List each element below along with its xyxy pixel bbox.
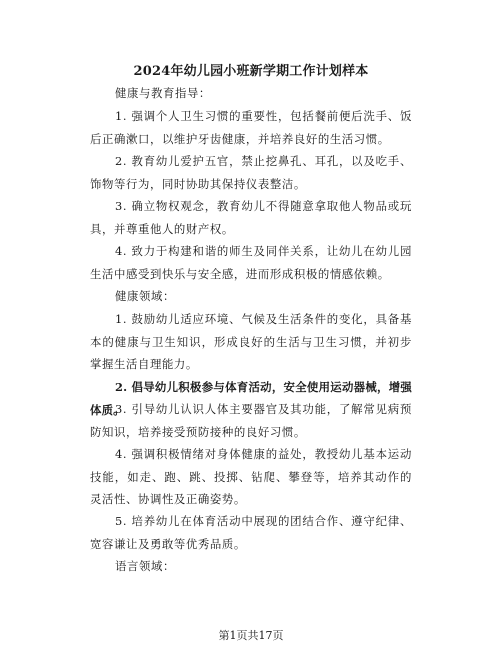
paragraph-item-bold: 2. 倡导幼儿积极参与体育活动，安全使用运动器械，增强体质。 [90, 380, 412, 417]
paragraph-item: 3. 确立物权观念，教育幼儿不得随意拿取他人物品或玩具，并尊重他人的财产权。 [90, 199, 412, 236]
section-heading-health-guidance: 健康与教育指导： [115, 86, 211, 100]
document-title: 2024年幼儿园小班新学期工作计划样本 [133, 64, 369, 79]
page-number-footer: 第1页共17页 [218, 629, 284, 642]
paragraph-item: 1. 强调个人卫生习惯的重要性，包括餐前便后洗手、饭后正确漱口，以维护牙齿健康，并培养良好的生活习惯。 [90, 109, 412, 146]
paragraph-item: 1. 鼓励幼儿适应环境、气候及生活条件的变化，具备基本的健康与卫生知识，形成良好的生活与卫生习惯，并初步掌握生活自理能力。 [90, 312, 412, 371]
paragraph-item: 4. 强调积极情绪对身体健康的益处，教授幼儿基本运动技能，如走、跑、跳、投掷、钻爬、攀登等，培养其动作的灵活性、协调性及正确姿势。 [90, 447, 412, 506]
paragraph-item: 5. 培养幼儿在体育活动中展现的团结合作、遵守纪律、宽容谦让及勇敢等优秀品质。 [90, 514, 412, 551]
section-heading-health-domain: 健康领域： [115, 289, 175, 303]
paragraph-item: 3. 引导幼儿认识人体主要器官及其功能，了解常见病预防知识，培养接受预防接种的良好习惯。 [90, 402, 412, 439]
section-heading-language-domain: 语言领域： [115, 559, 175, 573]
paragraph-item: 2. 教育幼儿爱护五官，禁止挖鼻孔、耳孔，以及吃手、饰物等行为，同时协助其保持仪表整洁。 [90, 154, 412, 191]
paragraph-item: 4. 致力于构建和谐的师生及同伴关系，让幼儿在幼儿园生活中感受到快乐与安全感，进而形成积极的情感依赖。 [90, 244, 412, 281]
